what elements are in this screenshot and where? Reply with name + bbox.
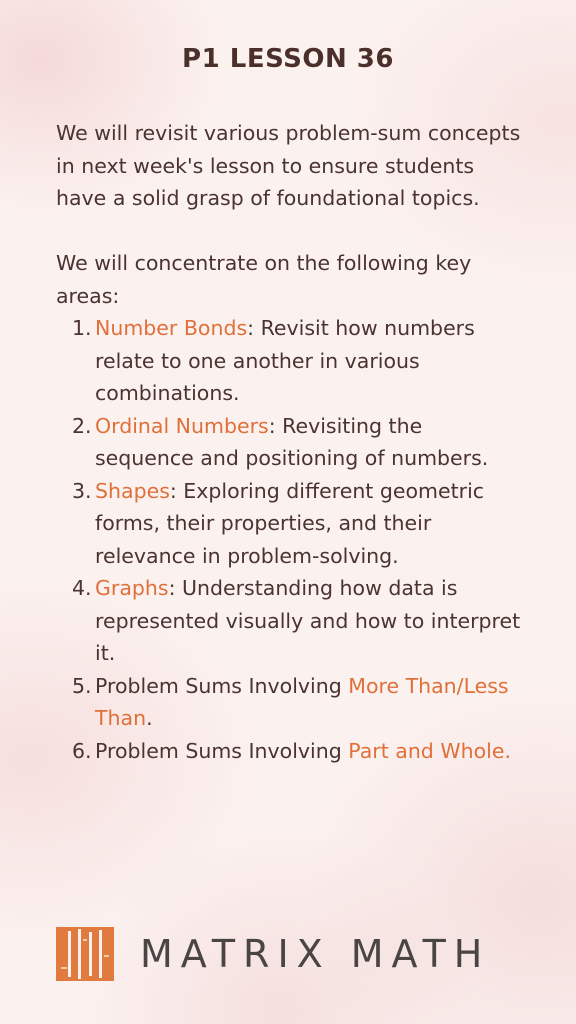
item-text: : Revisit how numbers relate to one another in various combinations.: [95, 316, 475, 405]
item-text: : Understanding how data is represented visually and how to interpret it.: [95, 576, 521, 665]
item-highlight: Number Bonds: [95, 316, 248, 340]
list-item: [56, 312, 526, 410]
item-number: 3.: [72, 478, 92, 503]
intro-paragraph: We will revisit various problem-sum concepts in next week's lesson to ensure students have a solid grasp of foundational topics.: [56, 121, 521, 210]
item-number: 4.: [72, 576, 92, 600]
item-highlight: More Than/Less Than: [95, 673, 509, 730]
matrix-math-logo-icon: [56, 927, 114, 981]
list-item: [56, 670, 526, 735]
item-number: 1.: [72, 316, 92, 340]
list-item: [56, 410, 526, 475]
focus-intro: We will concentrate on the following key areas:: [56, 251, 472, 308]
item-number: 2.: [72, 413, 92, 438]
item-text: : Exploring different geometric forms, their properties, and their relevance in problem-solving.: [95, 478, 485, 568]
item-prefix: Problem Sums Involving: [95, 738, 349, 763]
item-highlight: Shapes: [95, 478, 170, 503]
lesson-content: [56, 117, 526, 767]
item-text: .: [146, 706, 153, 730]
item-highlight: Graphs: [95, 576, 169, 600]
item-number: 5.: [72, 673, 92, 698]
item-highlight: Ordinal Numbers: [95, 413, 269, 438]
list-item: [56, 475, 526, 573]
brand-footer: [56, 926, 490, 982]
brand-name: MATRIX MATH: [140, 932, 491, 976]
item-number: 6.: [72, 738, 92, 763]
item-text: : Revisiting the sequence and positioning of numbers.: [95, 413, 489, 470]
key-areas-list: [56, 312, 526, 767]
item-highlight: Part and Whole.: [348, 738, 511, 763]
item-prefix: Problem Sums Involving: [95, 673, 349, 698]
list-item: [56, 735, 526, 768]
list-item: [56, 572, 526, 670]
page-title: P1 LESSON 36: [182, 44, 394, 74]
